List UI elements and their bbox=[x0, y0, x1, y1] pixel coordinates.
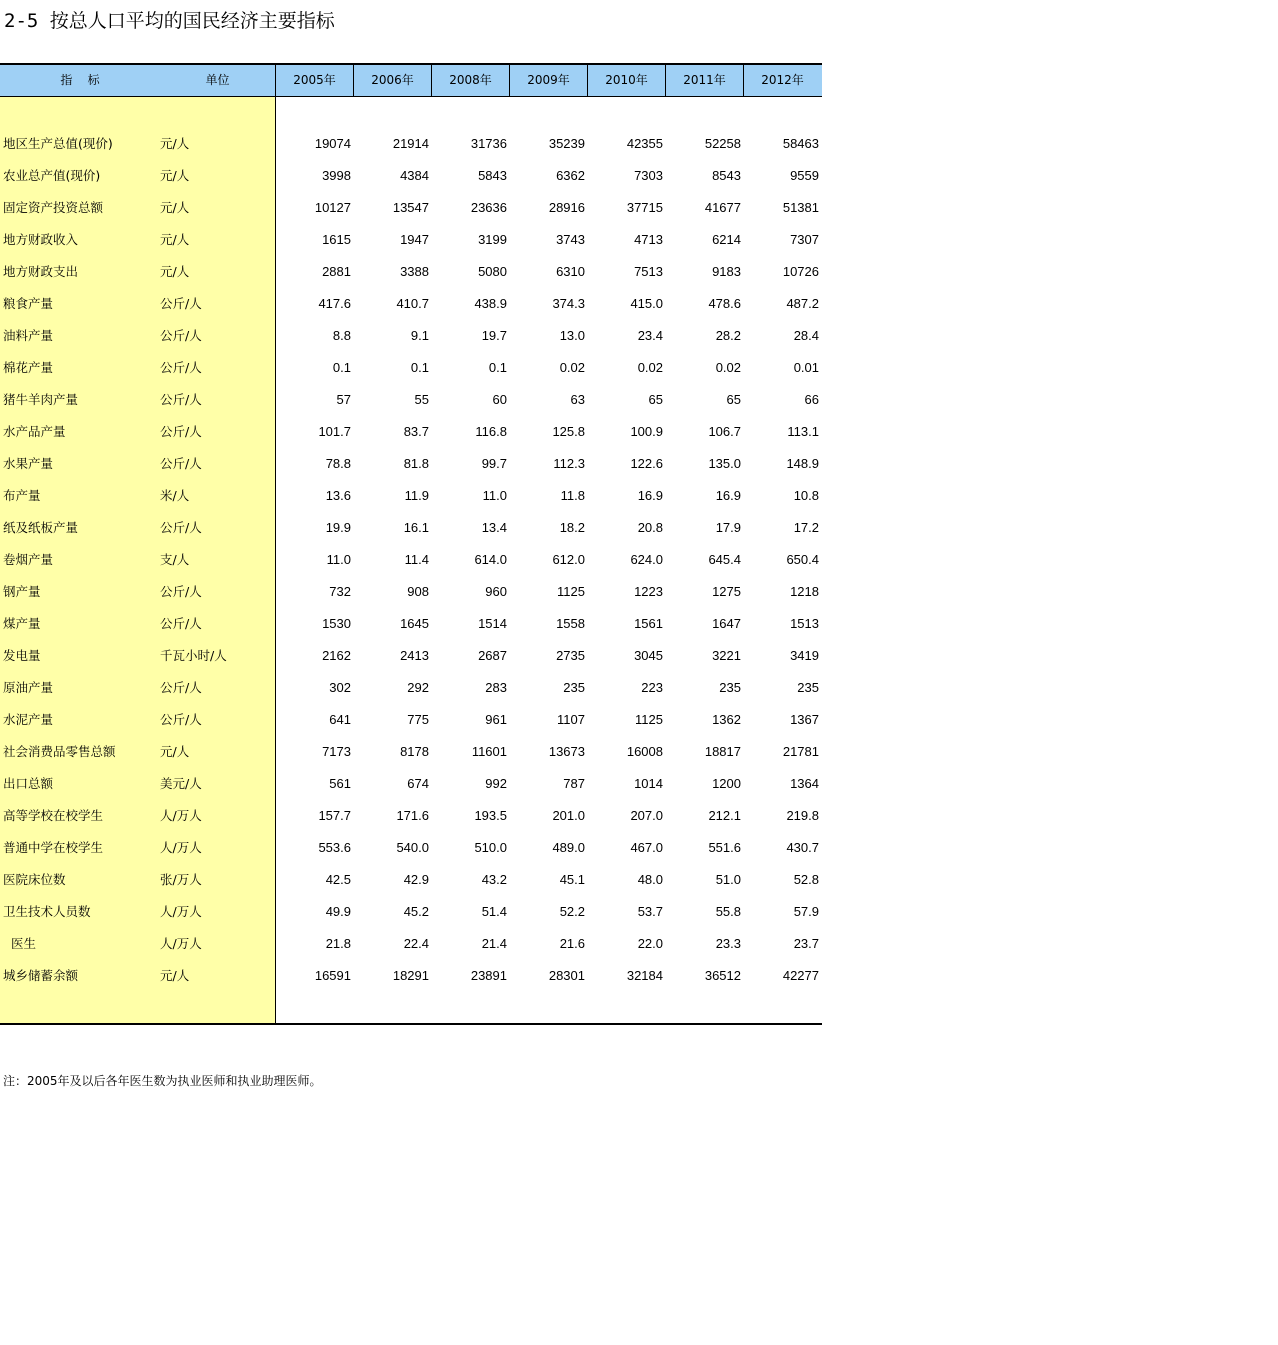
row-value: 2162 bbox=[322, 648, 351, 663]
row-unit: 公斤/人 bbox=[160, 520, 202, 535]
row-value: 614.0 bbox=[474, 552, 507, 567]
row-value: 223 bbox=[641, 680, 663, 695]
row-value: 6362 bbox=[556, 168, 585, 183]
row-value: 612.0 bbox=[552, 552, 585, 567]
table-row bbox=[0, 640, 822, 672]
row-value: 1275 bbox=[712, 584, 741, 599]
table-row bbox=[0, 384, 822, 416]
row-value: 235 bbox=[563, 680, 585, 695]
row-value: 7307 bbox=[790, 232, 819, 247]
row-unit: 元/人 bbox=[160, 968, 190, 983]
row-value: 212.1 bbox=[708, 808, 741, 823]
row-value: 23891 bbox=[470, 968, 507, 983]
row-value: 21.6 bbox=[559, 936, 585, 951]
row-value: 410.7 bbox=[396, 296, 429, 311]
header-indicator: 指 标 bbox=[60, 73, 100, 87]
table-row bbox=[0, 256, 822, 288]
row-value: 13673 bbox=[548, 744, 585, 759]
row-label: 煤产量 bbox=[3, 616, 41, 631]
table-row bbox=[0, 224, 822, 256]
row-value: 1367 bbox=[790, 712, 819, 727]
row-value: 13.4 bbox=[481, 520, 507, 535]
table-row bbox=[0, 704, 822, 736]
table-row bbox=[0, 672, 822, 704]
row-value: 51.0 bbox=[715, 872, 741, 887]
row-value: 43.2 bbox=[481, 872, 507, 887]
row-unit: 张/万人 bbox=[160, 872, 202, 887]
header-year: 2010年 bbox=[605, 73, 648, 87]
table-row bbox=[0, 928, 822, 960]
row-value: 0.1 bbox=[332, 360, 351, 375]
row-value: 18291 bbox=[392, 968, 429, 983]
row-value: 19074 bbox=[314, 136, 351, 151]
table-row bbox=[0, 480, 822, 512]
row-value: 1645 bbox=[400, 616, 429, 631]
row-label: 油料产量 bbox=[3, 328, 54, 343]
row-value: 3045 bbox=[634, 648, 663, 663]
row-unit: 元/人 bbox=[160, 264, 190, 279]
row-value: 0.1 bbox=[488, 360, 507, 375]
row-label: 猪牛羊肉产量 bbox=[3, 392, 79, 407]
row-value: 478.6 bbox=[708, 296, 741, 311]
table-row bbox=[0, 352, 822, 384]
row-value: 3743 bbox=[556, 232, 585, 247]
table-row bbox=[0, 896, 822, 928]
row-label: 卷烟产量 bbox=[3, 552, 54, 567]
row-value: 10726 bbox=[782, 264, 819, 279]
header-unit: 单位 bbox=[205, 73, 230, 87]
row-unit: 元/人 bbox=[160, 168, 190, 183]
row-value: 66 bbox=[804, 392, 819, 407]
row-label: 原油产量 bbox=[3, 680, 54, 695]
row-value: 11.0 bbox=[326, 552, 351, 567]
row-value: 235 bbox=[797, 680, 819, 695]
table-row bbox=[0, 608, 822, 640]
row-value: 467.0 bbox=[630, 840, 663, 855]
row-unit: 元/人 bbox=[160, 136, 190, 151]
row-value: 641 bbox=[329, 712, 351, 727]
row-value: 28.2 bbox=[715, 328, 741, 343]
row-value: 10.8 bbox=[793, 488, 819, 503]
row-value: 42.5 bbox=[325, 872, 351, 887]
row-value: 148.9 bbox=[786, 456, 819, 471]
row-value: 53.7 bbox=[637, 904, 663, 919]
row-label: 地区生产总值(现价) bbox=[3, 136, 113, 151]
row-value: 55 bbox=[414, 392, 429, 407]
row-value: 21914 bbox=[392, 136, 429, 151]
table-row bbox=[0, 768, 822, 800]
row-value: 22.4 bbox=[403, 936, 429, 951]
row-value: 1223 bbox=[634, 584, 663, 599]
row-value: 18817 bbox=[704, 744, 741, 759]
row-value: 235 bbox=[719, 680, 741, 695]
row-value: 23.3 bbox=[715, 936, 741, 951]
row-label: 布产量 bbox=[3, 488, 41, 503]
row-unit: 公斤/人 bbox=[160, 360, 202, 375]
row-label: 纸及纸板产量 bbox=[3, 520, 79, 535]
row-value: 1947 bbox=[400, 232, 429, 247]
row-value: 81.8 bbox=[403, 456, 429, 471]
row-value: 18.2 bbox=[559, 520, 585, 535]
row-value: 106.7 bbox=[708, 424, 741, 439]
row-value: 16008 bbox=[626, 744, 663, 759]
row-label: 农业总产值(现价) bbox=[3, 168, 101, 183]
row-value: 207.0 bbox=[630, 808, 663, 823]
row-value: 101.7 bbox=[318, 424, 351, 439]
row-unit: 公斤/人 bbox=[160, 712, 202, 727]
header-year: 2009年 bbox=[527, 73, 570, 87]
row-value: 645.4 bbox=[708, 552, 741, 567]
table-bottom-rule bbox=[0, 1023, 822, 1025]
row-value: 510.0 bbox=[474, 840, 507, 855]
table-row bbox=[0, 192, 822, 224]
row-unit: 公斤/人 bbox=[160, 616, 202, 631]
row-value: 36512 bbox=[704, 968, 741, 983]
row-value: 37715 bbox=[626, 200, 663, 215]
row-value: 63 bbox=[570, 392, 585, 407]
row-value: 2735 bbox=[556, 648, 585, 663]
row-value: 415.0 bbox=[630, 296, 663, 311]
row-value: 65 bbox=[726, 392, 741, 407]
header-year: 2012年 bbox=[761, 73, 804, 87]
header-divider bbox=[743, 65, 744, 96]
row-label: 水果产量 bbox=[3, 456, 54, 471]
row-value: 624.0 bbox=[630, 552, 663, 567]
row-value: 16.1 bbox=[403, 520, 429, 535]
row-value: 122.6 bbox=[630, 456, 663, 471]
row-label: 卫生技术人员数 bbox=[3, 904, 91, 919]
table-row bbox=[0, 576, 822, 608]
table-row bbox=[0, 416, 822, 448]
header-divider bbox=[665, 65, 666, 96]
row-unit: 公斤/人 bbox=[160, 680, 202, 695]
row-value: 1218 bbox=[790, 584, 819, 599]
row-value: 3998 bbox=[322, 168, 351, 183]
row-value: 60 bbox=[492, 392, 507, 407]
row-label: 普通中学在校学生 bbox=[3, 840, 104, 855]
row-value: 430.7 bbox=[786, 840, 819, 855]
row-value: 417.6 bbox=[318, 296, 351, 311]
row-value: 16.9 bbox=[637, 488, 663, 503]
data-table bbox=[0, 63, 822, 1024]
row-value: 125.8 bbox=[552, 424, 585, 439]
row-label: 医生 bbox=[3, 936, 36, 951]
table-row bbox=[0, 512, 822, 544]
row-label: 出口总额 bbox=[3, 776, 54, 791]
row-label: 社会消费品零售总额 bbox=[3, 744, 116, 759]
row-value: 45.1 bbox=[559, 872, 585, 887]
row-value: 21.4 bbox=[481, 936, 507, 951]
row-value: 2413 bbox=[400, 648, 429, 663]
row-value: 99.7 bbox=[481, 456, 507, 471]
row-value: 42277 bbox=[782, 968, 819, 983]
table-row bbox=[0, 832, 822, 864]
row-value: 49.9 bbox=[325, 904, 351, 919]
row-value: 3419 bbox=[790, 648, 819, 663]
table-row bbox=[0, 128, 822, 160]
row-value: 157.7 bbox=[318, 808, 351, 823]
header-divider bbox=[587, 65, 588, 96]
row-value: 5843 bbox=[478, 168, 507, 183]
row-label: 钢产量 bbox=[3, 584, 41, 599]
row-value: 8178 bbox=[400, 744, 429, 759]
row-value: 21781 bbox=[782, 744, 819, 759]
row-label: 城乡储蓄余额 bbox=[3, 968, 79, 983]
row-value: 374.3 bbox=[552, 296, 585, 311]
row-value: 52258 bbox=[704, 136, 741, 151]
row-unit: 公斤/人 bbox=[160, 456, 202, 471]
row-value: 42355 bbox=[626, 136, 663, 151]
row-value: 5080 bbox=[478, 264, 507, 279]
row-value: 650.4 bbox=[786, 552, 819, 567]
row-unit: 元/人 bbox=[160, 232, 190, 247]
row-value: 11.4 bbox=[404, 552, 429, 567]
row-value: 28916 bbox=[548, 200, 585, 215]
table-row bbox=[0, 160, 822, 192]
header-year: 2005年 bbox=[293, 73, 336, 87]
row-value: 561 bbox=[329, 776, 351, 791]
table-row bbox=[0, 800, 822, 832]
row-value: 4713 bbox=[634, 232, 663, 247]
row-value: 1125 bbox=[635, 712, 663, 727]
row-value: 171.6 bbox=[396, 808, 429, 823]
row-value: 7173 bbox=[322, 744, 351, 759]
row-value: 13.0 bbox=[559, 328, 585, 343]
row-value: 0.1 bbox=[410, 360, 429, 375]
header-year: 2008年 bbox=[449, 73, 492, 87]
row-value: 11.0 bbox=[482, 488, 507, 503]
row-value: 201.0 bbox=[552, 808, 585, 823]
row-unit: 人/万人 bbox=[160, 840, 202, 855]
row-unit: 千瓦小时/人 bbox=[160, 648, 227, 663]
row-value: 489.0 bbox=[552, 840, 585, 855]
row-value: 1014 bbox=[634, 776, 663, 791]
row-value: 302 bbox=[329, 680, 351, 695]
footnote: 注：2005年及以后各年医生数为执业医师和执业助理医师。 bbox=[3, 1074, 322, 1088]
row-value: 1364 bbox=[790, 776, 819, 791]
row-value: 42.9 bbox=[403, 872, 429, 887]
table-row bbox=[0, 544, 822, 576]
row-value: 28.4 bbox=[793, 328, 819, 343]
row-unit: 米/人 bbox=[160, 488, 190, 503]
row-unit: 支/人 bbox=[160, 552, 190, 567]
row-value: 35239 bbox=[548, 136, 585, 151]
row-label: 水产品产量 bbox=[3, 424, 66, 439]
row-value: 1107 bbox=[557, 712, 585, 727]
row-value: 23636 bbox=[470, 200, 507, 215]
row-unit: 人/万人 bbox=[160, 808, 202, 823]
row-value: 11.9 bbox=[404, 488, 429, 503]
header-year: 2011年 bbox=[683, 73, 726, 87]
row-value: 1615 bbox=[322, 232, 351, 247]
row-value: 292 bbox=[407, 680, 429, 695]
row-label: 高等学校在校学生 bbox=[3, 808, 104, 823]
row-label: 棉花产量 bbox=[3, 360, 54, 375]
row-value: 17.2 bbox=[793, 520, 819, 535]
table-row bbox=[0, 448, 822, 480]
row-label: 水泥产量 bbox=[3, 712, 54, 727]
row-value: 11601 bbox=[471, 744, 507, 759]
row-unit: 公斤/人 bbox=[160, 392, 202, 407]
header-year: 2006年 bbox=[371, 73, 414, 87]
row-label: 地方财政支出 bbox=[3, 264, 79, 279]
row-value: 1514 bbox=[478, 616, 507, 631]
row-value: 52.2 bbox=[559, 904, 585, 919]
row-value: 961 bbox=[485, 712, 507, 727]
row-value: 219.8 bbox=[786, 808, 819, 823]
row-value: 52.8 bbox=[793, 872, 819, 887]
row-value: 23.7 bbox=[793, 936, 819, 951]
row-value: 32184 bbox=[626, 968, 663, 983]
row-value: 1200 bbox=[712, 776, 741, 791]
row-value: 113.1 bbox=[787, 424, 819, 439]
row-value: 7513 bbox=[634, 264, 663, 279]
row-value: 83.7 bbox=[403, 424, 429, 439]
row-value: 13.6 bbox=[325, 488, 351, 503]
row-value: 21.8 bbox=[325, 936, 351, 951]
row-value: 4384 bbox=[400, 168, 429, 183]
row-value: 2881 bbox=[322, 264, 351, 279]
row-label: 固定资产投资总额 bbox=[3, 200, 104, 215]
row-value: 55.8 bbox=[715, 904, 741, 919]
row-value: 551.6 bbox=[708, 840, 741, 855]
row-value: 3199 bbox=[478, 232, 507, 247]
row-value: 960 bbox=[485, 584, 507, 599]
row-value: 732 bbox=[329, 584, 351, 599]
row-value: 0.02 bbox=[715, 360, 741, 375]
table-row bbox=[0, 960, 822, 992]
row-value: 553.6 bbox=[318, 840, 351, 855]
table-row bbox=[0, 864, 822, 896]
row-value: 438.9 bbox=[474, 296, 507, 311]
row-value: 41677 bbox=[704, 200, 741, 215]
row-value: 17.9 bbox=[715, 520, 741, 535]
row-value: 9.1 bbox=[410, 328, 429, 343]
row-value: 487.2 bbox=[786, 296, 819, 311]
row-unit: 公斤/人 bbox=[160, 584, 202, 599]
row-unit: 人/万人 bbox=[160, 936, 202, 951]
row-value: 13547 bbox=[392, 200, 429, 215]
row-unit: 元/人 bbox=[160, 200, 190, 215]
row-value: 51.4 bbox=[481, 904, 507, 919]
table-row bbox=[0, 288, 822, 320]
row-value: 6214 bbox=[712, 232, 741, 247]
row-value: 19.9 bbox=[325, 520, 351, 535]
row-value: 3388 bbox=[400, 264, 429, 279]
row-value: 3221 bbox=[712, 648, 741, 663]
row-value: 1530 bbox=[322, 616, 351, 631]
row-unit: 元/人 bbox=[160, 744, 190, 759]
row-value: 7303 bbox=[634, 168, 663, 183]
row-value: 10127 bbox=[314, 200, 351, 215]
table-row bbox=[0, 320, 822, 352]
header-divider bbox=[509, 65, 510, 96]
row-value: 31736 bbox=[470, 136, 507, 151]
table-header bbox=[0, 65, 822, 97]
row-unit: 美元/人 bbox=[160, 776, 202, 791]
row-unit: 人/万人 bbox=[160, 904, 202, 919]
row-value: 8.8 bbox=[332, 328, 351, 343]
row-value: 0.01 bbox=[793, 360, 819, 375]
row-value: 11.8 bbox=[560, 488, 585, 503]
row-value: 8543 bbox=[712, 168, 741, 183]
row-value: 19.7 bbox=[481, 328, 507, 343]
row-value: 48.0 bbox=[637, 872, 663, 887]
row-value: 9183 bbox=[712, 264, 741, 279]
row-value: 283 bbox=[485, 680, 507, 695]
row-value: 112.3 bbox=[553, 456, 585, 471]
row-value: 16591 bbox=[314, 968, 351, 983]
row-value: 57 bbox=[336, 392, 351, 407]
row-value: 51381 bbox=[782, 200, 819, 215]
table-row bbox=[0, 736, 822, 768]
row-unit: 公斤/人 bbox=[160, 328, 202, 343]
row-value: 57.9 bbox=[793, 904, 819, 919]
row-value: 1558 bbox=[556, 616, 585, 631]
row-value: 1647 bbox=[712, 616, 741, 631]
row-value: 100.9 bbox=[630, 424, 663, 439]
row-value: 20.8 bbox=[637, 520, 663, 535]
row-value: 65 bbox=[648, 392, 663, 407]
row-value: 6310 bbox=[556, 264, 585, 279]
row-value: 78.8 bbox=[325, 456, 351, 471]
row-value: 58463 bbox=[782, 136, 819, 151]
row-label: 地方财政收入 bbox=[3, 232, 79, 247]
row-value: 1513 bbox=[790, 616, 819, 631]
row-value: 135.0 bbox=[708, 456, 741, 471]
row-label: 粮食产量 bbox=[3, 296, 54, 311]
row-label: 医院床位数 bbox=[3, 872, 66, 887]
row-value: 9559 bbox=[790, 168, 819, 183]
row-value: 22.0 bbox=[637, 936, 663, 951]
row-value: 0.02 bbox=[637, 360, 663, 375]
row-value: 540.0 bbox=[396, 840, 429, 855]
row-unit: 公斤/人 bbox=[160, 424, 202, 439]
row-value: 1362 bbox=[712, 712, 741, 727]
row-value: 193.5 bbox=[474, 808, 507, 823]
page-title: 2-5 按总人口平均的国民经济主要指标 bbox=[4, 10, 335, 32]
row-value: 23.4 bbox=[637, 328, 663, 343]
row-value: 787 bbox=[563, 776, 585, 791]
row-label: 发电量 bbox=[3, 648, 41, 663]
row-value: 2687 bbox=[478, 648, 507, 663]
header-divider bbox=[431, 65, 432, 96]
row-value: 16.9 bbox=[715, 488, 741, 503]
row-value: 0.02 bbox=[559, 360, 585, 375]
row-unit: 公斤/人 bbox=[160, 296, 202, 311]
row-value: 1125 bbox=[557, 584, 585, 599]
row-value: 28301 bbox=[548, 968, 585, 983]
row-value: 1561 bbox=[634, 616, 663, 631]
row-value: 908 bbox=[407, 584, 429, 599]
row-value: 674 bbox=[407, 776, 429, 791]
row-value: 775 bbox=[407, 712, 429, 727]
row-value: 992 bbox=[485, 776, 507, 791]
row-value: 45.2 bbox=[403, 904, 429, 919]
header-divider bbox=[353, 65, 354, 96]
row-value: 116.8 bbox=[475, 424, 507, 439]
